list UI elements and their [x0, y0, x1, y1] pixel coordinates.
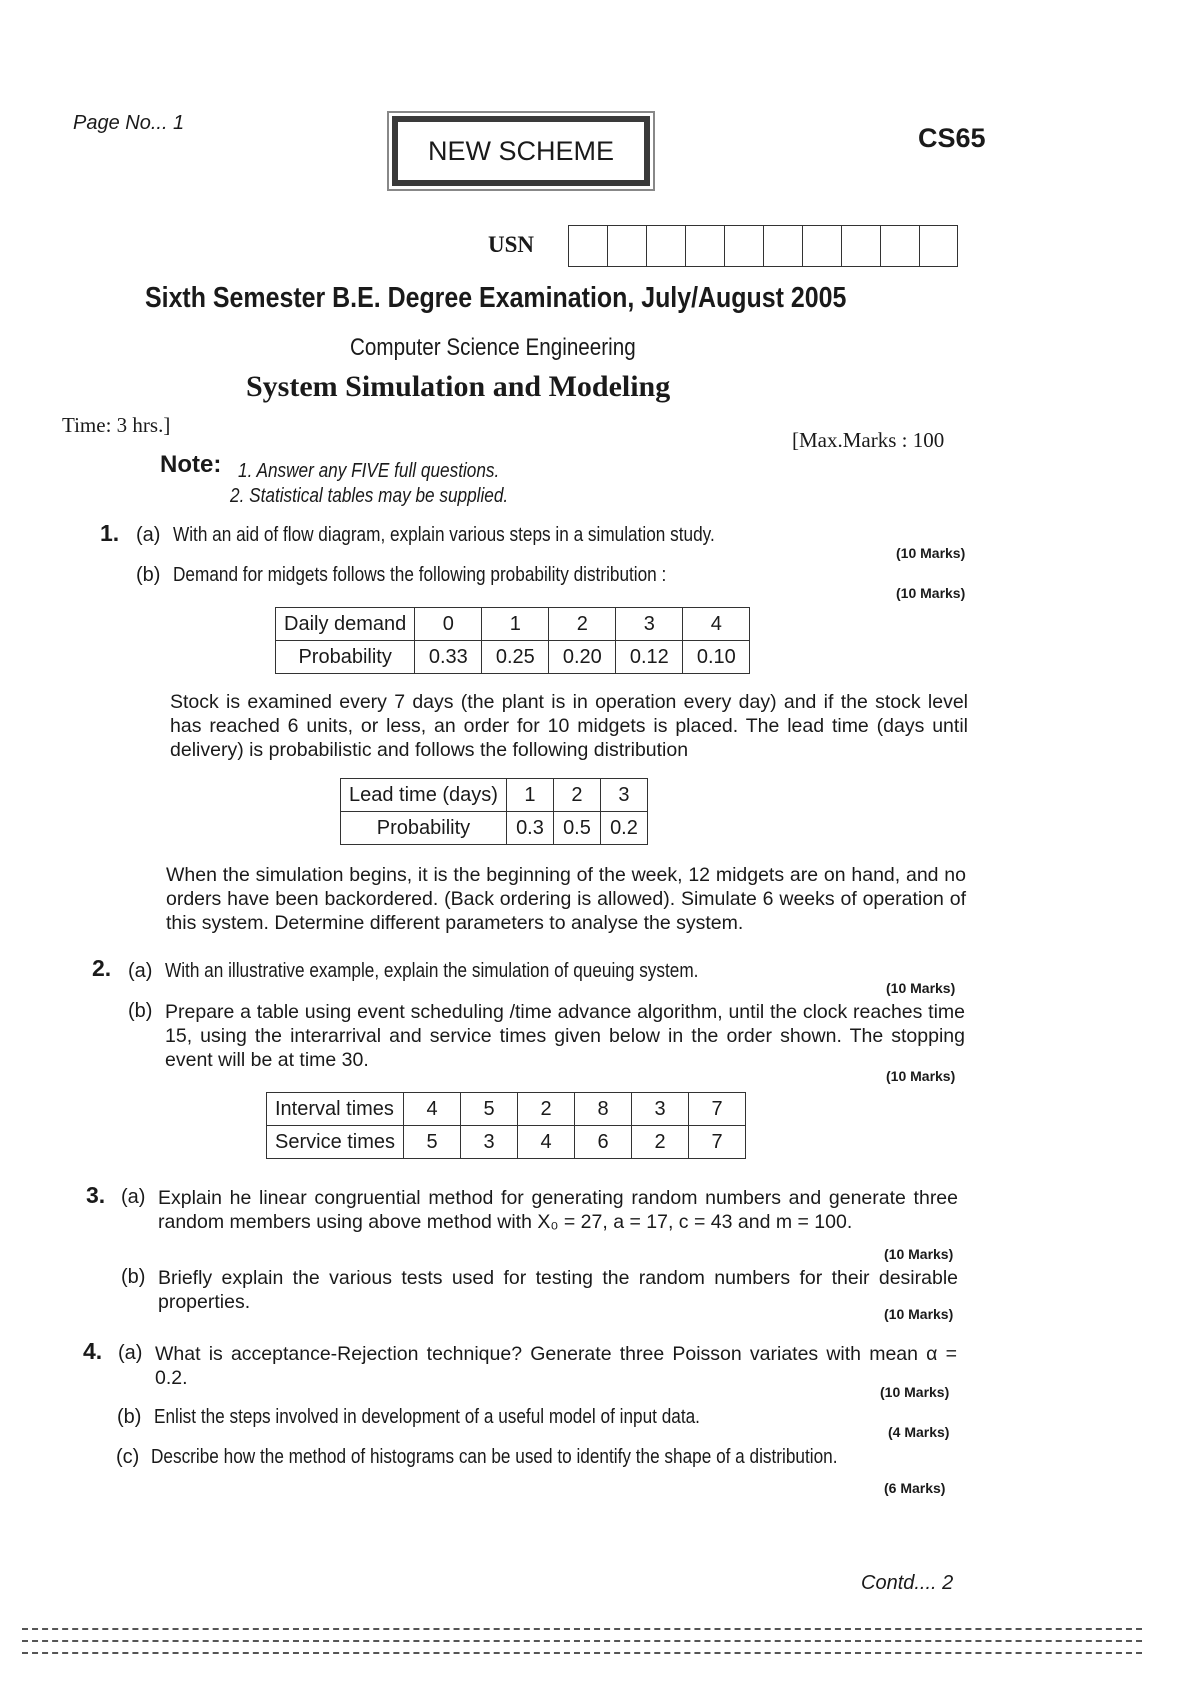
table-cell: 6: [575, 1126, 632, 1159]
table-cell: Lead time (days): [341, 779, 507, 812]
q3b-marks: (10 Marks): [884, 1306, 954, 1322]
q4a-label: (a): [118, 1342, 143, 1364]
table-cell: 3: [461, 1126, 518, 1159]
q1b-text: Demand for midgets follows the following probability distribution :: [173, 564, 667, 586]
usn-label: USN: [488, 232, 535, 257]
table-cell: 5: [404, 1126, 461, 1159]
usn-boxes: [568, 225, 958, 267]
question-4-number: 4.: [83, 1338, 103, 1364]
q4b-label: (b): [117, 1406, 142, 1428]
q4c-label: (c): [116, 1446, 140, 1468]
exam-title: Sixth Semester B.E. Degree Examination, July/August 2005: [145, 282, 847, 314]
q1a-text: With an aid of flow diagram, explain various steps in a simulation study.: [173, 524, 715, 546]
table-cell: 3: [632, 1093, 689, 1126]
table-cell: 1: [506, 779, 553, 812]
note-line-1: 1. Answer any FIVE full questions.: [238, 460, 500, 482]
table-cell: 8: [575, 1093, 632, 1126]
table-cell: Probability: [276, 641, 415, 674]
q2b-text: Prepare a table using event scheduling /time advance algorithm, until the clock reaches time 15, using the interarrival and service times given below in the order shown. The stopping event will be at time 30.: [165, 1001, 965, 1071]
table-cell: 2: [549, 608, 616, 641]
table-cell: 2: [632, 1126, 689, 1159]
q3b-text: Briefly explain the various tests used for testing the random numbers for their desirable properties.: [158, 1267, 958, 1313]
usn-cell: [724, 225, 763, 267]
table-cell: 0.2: [600, 812, 647, 845]
usn-cell: [607, 225, 646, 267]
subject-title: System Simulation and Modeling: [246, 370, 671, 403]
lead-time-table: [340, 778, 648, 845]
q2a-label: (a): [128, 960, 153, 982]
q3a-text: Explain he linear congruential method for generating random numbers and generate three random members using above method with X₀ = 27, a = 17, c = 43 and m = 100.: [158, 1187, 958, 1233]
table-cell: 0.5: [553, 812, 600, 845]
q4c-marks: (6 Marks): [884, 1480, 946, 1496]
table-cell: 7: [689, 1126, 746, 1159]
daily-demand-table: [275, 607, 750, 674]
usn-cell: [646, 225, 685, 267]
table-cell: 4: [683, 608, 750, 641]
q2b-label: (b): [128, 1000, 153, 1022]
scan-edge-line: [22, 1640, 1142, 1642]
scan-edge-line: [22, 1628, 1142, 1630]
q4a-text: What is acceptance-Rejection technique? Generate three Poisson variates with mean α = 0.2.: [155, 1343, 957, 1389]
usn-cell: [763, 225, 802, 267]
note-label: Note:: [160, 451, 222, 478]
table-cell: 5: [461, 1093, 518, 1126]
table-cell: 3: [600, 779, 647, 812]
q1a-label: (a): [136, 524, 161, 546]
q1-paragraph-2: When the simulation begins, it is the beginning of the week, 12 midgets are on hand, and no orders have been backordered. (Back ordering is allowed). Simulate 6 weeks of operation of this system. Determine different parameters to analyse the system.: [166, 864, 966, 934]
question-3-number: 3.: [86, 1182, 106, 1208]
table-row: [276, 608, 750, 641]
question-2-number: 2.: [92, 955, 112, 981]
table-cell: 7: [689, 1093, 746, 1126]
question-1-number: 1.: [100, 520, 120, 546]
q4b-marks: (4 Marks): [888, 1424, 950, 1440]
table-cell: 0.25: [482, 641, 549, 674]
q1b-label: (b): [136, 564, 161, 586]
table-cell: 0: [415, 608, 482, 641]
usn-cell: [685, 225, 724, 267]
table-cell: 0.3: [506, 812, 553, 845]
table-row: [267, 1093, 746, 1126]
scan-edge-line: [22, 1652, 1142, 1654]
q2a-marks: (10 Marks): [886, 980, 956, 996]
table-row: [341, 779, 648, 812]
paper-code: CS65: [918, 123, 986, 153]
table-cell: Service times: [267, 1126, 404, 1159]
q1-paragraph-1: Stock is examined every 7 days (the plant is in operation every day) and if the stock level has reached 6 units, or less, an order for 10 midgets is placed. The lead time (days until delivery) is probabilistic and follows the following distribution: [170, 691, 968, 761]
q2a-text: With an illustrative example, explain the simulation of queuing system.: [165, 960, 699, 982]
table-cell: 4: [518, 1126, 575, 1159]
continued-note: Contd.... 2: [861, 1572, 954, 1594]
table-cell: 2: [553, 779, 600, 812]
scheme-stamp: [392, 116, 650, 186]
table-cell: Daily demand: [276, 608, 415, 641]
interarrival-service-table: [266, 1092, 746, 1159]
q3b-label: (b): [121, 1266, 146, 1288]
table-cell: Probability: [341, 812, 507, 845]
q1b-marks: (10 Marks): [896, 585, 966, 601]
table-cell: 0.10: [683, 641, 750, 674]
max-marks: [Max.Marks : 100: [792, 428, 945, 452]
usn-cell: [919, 225, 958, 267]
table-cell: 0.20: [549, 641, 616, 674]
table-cell: 1: [482, 608, 549, 641]
note-line-2: 2. Statistical tables may be supplied.: [230, 485, 509, 507]
usn-cell: [568, 225, 607, 267]
page-number: Page No... 1: [73, 112, 185, 134]
table-row: [276, 641, 750, 674]
table-row: [267, 1126, 746, 1159]
usn-cell: [802, 225, 841, 267]
q3a-marks: (10 Marks): [884, 1246, 954, 1262]
scheme-label: NEW SCHEME: [427, 135, 614, 166]
table-cell: 2: [518, 1093, 575, 1126]
table-cell: 0.33: [415, 641, 482, 674]
table-cell: 3: [616, 608, 683, 641]
q4a-marks: (10 Marks): [880, 1384, 950, 1400]
q2b-marks: (10 Marks): [886, 1068, 956, 1084]
branch-name: Computer Science Engineering: [350, 334, 636, 361]
table-cell: Interval times: [267, 1093, 404, 1126]
usn-cell: [841, 225, 880, 267]
q1a-marks: (10 Marks): [896, 545, 966, 561]
table-cell: 4: [404, 1093, 461, 1126]
time-allowed: Time: 3 hrs.]: [62, 413, 171, 437]
usn-cell: [880, 225, 919, 267]
q4b-text: Enlist the steps involved in development of a useful model of input data.: [154, 1406, 700, 1428]
q4c-text: Describe how the method of histograms can be used to identify the shape of a distribution.: [151, 1446, 838, 1468]
q3a-label: (a): [121, 1186, 146, 1208]
table-row: [341, 812, 648, 845]
table-cell: 0.12: [616, 641, 683, 674]
